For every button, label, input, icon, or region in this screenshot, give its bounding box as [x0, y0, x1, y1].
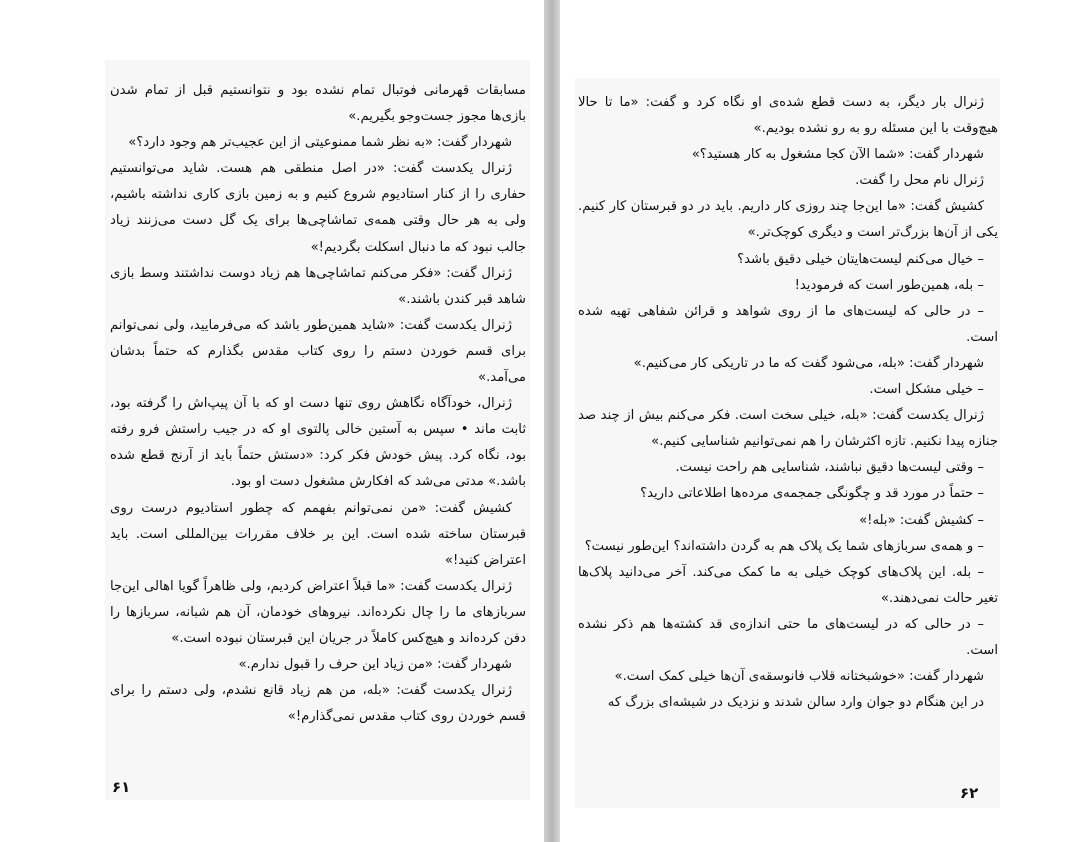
- paragraph: ژنرال، خودآگاه نگاهش روی تنها دست او که با آن پیپ‌اش را گرفته بود، ثابت ماند • سپس به آستین خالی پالتوی او که در جیب راستش فرو رفته بود، نگاه کرد. پیش خودش فکر کرد: «دستش حتماً باید از آرنج قطع شده باشد.» مدتی می‌شد که افکارش مشغول دست او بود.: [110, 396, 526, 490]
- paragraph: – خیلی مشکل است.: [869, 382, 984, 398]
- paragraph: شهردار گفت: «شما الآن کجا مشغول به کار هستید؟»: [691, 147, 984, 163]
- right-page-text: [578, 90, 998, 716]
- paragraph: شهردار گفت: «من زیاد این حرف را قبول ندارم.»: [238, 657, 512, 673]
- paragraph: – در حالی که در لیست‌های ما حتی اندازه‌ی قد کشته‌ها هم ذکر نشده است.: [578, 616, 998, 658]
- paragraph: کشیش گفت: «من نمی‌توانم بفهمم که چطور استادیوم درست روی قبرستان ساخته شده است. این بر خلاف مقررات بین‌المللی است. باید اعتراض کنید!»: [110, 500, 526, 568]
- paragraph: ژنرال نام محل را گفت.: [855, 173, 984, 189]
- paragraph: – در حالی که لیست‌های ما از روی شواهد و قرائن شفاهی تهیه شده است.: [578, 303, 998, 345]
- paragraph: – بله، همین‌طور است که فرمودید!: [794, 277, 984, 293]
- paragraph: ژنرال یکدست گفت: «بله، خیلی سخت است. فکر می‌کنم بیش از چند صد جنازه پیدا نکنیم. تازه اکثرشان را هم نمی‌توانیم شناسایی کنیم.»: [578, 408, 998, 450]
- paragraph: در این هنگام دو جوان وارد سالن شدند و نزدیک در شیشه‌ای بزرگ که: [607, 695, 984, 711]
- paragraph: شهردار گفت: «بله، می‌شود گفت که ما در تاریکی کار می‌کنیم.»: [633, 355, 984, 371]
- left-page-text: [110, 78, 526, 730]
- paragraph: ژنرال یکدست گفت: «ما قبلاً اعتراض کردیم، ولی ظاهراً گویا اهالی این‌جا سربازهای ما را چال نکرده‌اند. نیروهای خودمان، آن هم شبانه، سربازها را دفن کرده‌اند و هیچ‌کس کاملاً در جریان این قبرستان نبوده است.»: [110, 578, 526, 646]
- paragraph: شهردار گفت: «خوشبختانه قلاب فانوسقه‌ی آن‌ها خیلی کمک است.»: [614, 669, 984, 685]
- paragraph: ژنرال یکدست گفت: «شاید همین‌طور باشد که می‌فرمایید، ولی نمی‌توانم برای قسم خوردن دستم را روی کتاب مقدس بگذارم که حتماً بدشان می‌آمد.»: [110, 317, 526, 386]
- page-number: ۶۱: [112, 778, 131, 796]
- paragraph: شهردار گفت: «به نظر شما ممنوعیتی از این عجیب‌تر هم وجود دارد؟»: [128, 135, 512, 151]
- paragraph: ژنرال گفت: «فکر می‌کنم تماشاچی‌ها هم زیاد دوست نداشتند وسط بازی شاهد قبر کندن باشند.»: [110, 265, 526, 307]
- paragraph: – وقتی لیست‌ها دقیق نباشند، شناسایی هم راحت نیست.: [675, 460, 984, 476]
- book-gutter: [544, 0, 560, 842]
- paragraph: – و همه‌ی سربازهای شما یک پلاک هم به گردن داشته‌اند؟ این‌طور نیست؟: [584, 538, 984, 554]
- paragraph: ژنرال یکدست گفت: «در اصل منطقی هم هست. شاید می‌توانستیم حفاری را از کنار استادیوم شروع کنیم و به زمین بازی کاری نداشته باشیم، ولی به هر حال وقتی همه‌ی تماشاچی‌ها برای یک گل دست می‌زنند زیاد جالب نبود که ما دنبال اسکلت بگردیم!»: [110, 161, 526, 255]
- paragraph: – بله. این پلاک‌های کوچک خیلی به ما کمک می‌کند. آخر می‌دانید پلاک‌ها تغیر حالت نمی‌دهند.»: [578, 564, 998, 606]
- paragraph: – کشیش گفت: «بله!»: [859, 512, 984, 528]
- page-number: ۶۲: [960, 784, 979, 802]
- paragraph: ژنرال یکدست گفت: «بله، من هم زیاد قانع نشدم، ولی دستم را برای قسم خوردن روی کتاب مقدس نمی‌گذارم!»: [110, 683, 526, 725]
- paragraph: مسابقات قهرمانی فوتبال تمام نشده بود و نتوانستیم قبل از تمام شدن بازی‌ها مجوز جست‌وجو بگیریم.»: [110, 83, 526, 125]
- paragraph: – حتماً در مورد قد و چگونگی جمجمه‌ی مرده‌ها اطلاعاتی دارید؟: [640, 486, 984, 502]
- paragraph: کشیش گفت: «ما این‌جا چند روزی کار داریم. باید در دو قبرستان کار کنیم. یکی از آن‌ها بزرگ‌تر است و دیگری کوچک‌تر.»: [578, 199, 998, 241]
- paragraph: ژنرال بار دیگر، به دست قطع شده‌ی او نگاه کرد و گفت: «ما تا حالا هیچ‌وقت با این مسئله رو به رو نشده بودیم.»: [578, 95, 998, 137]
- paragraph: – خیال می‌کنم لیست‌هایتان خیلی دقیق باشد؟: [737, 251, 984, 267]
- right-page: [560, 0, 1082, 842]
